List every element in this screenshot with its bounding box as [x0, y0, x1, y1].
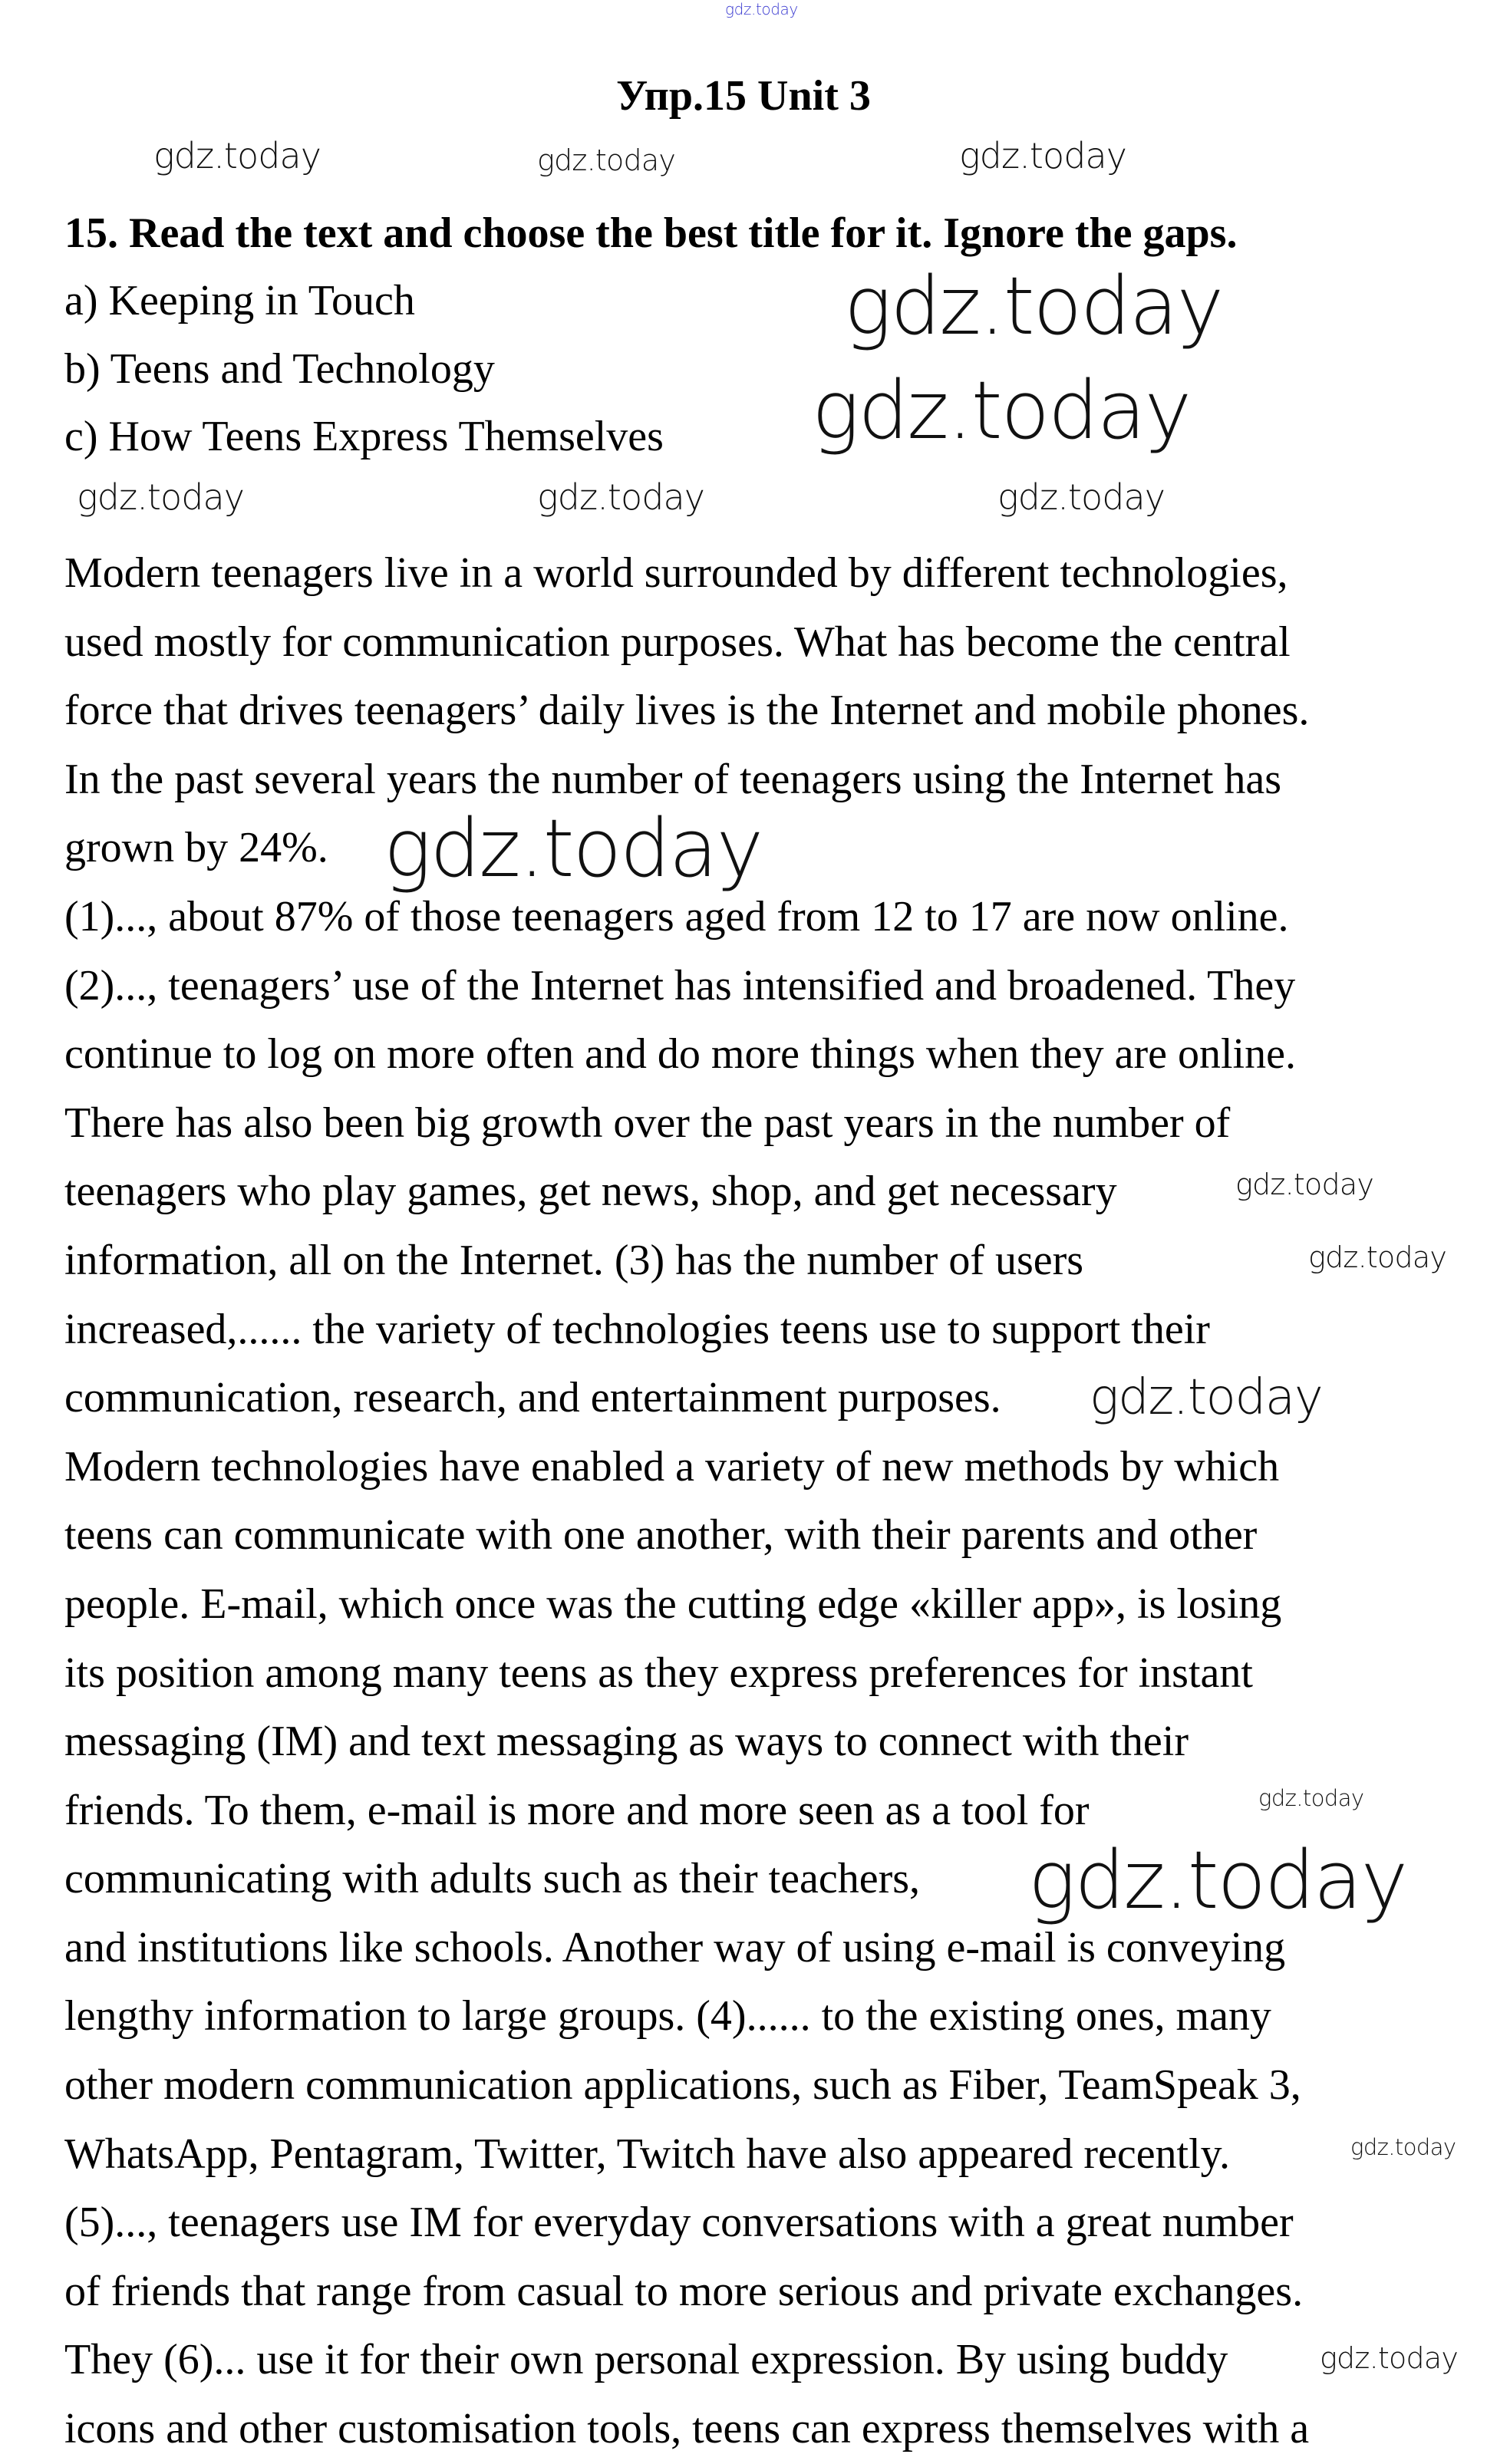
text-line: force that drives teenagers’ daily lives is the Internet and mobile phones. [64, 687, 1310, 735]
text-line: friends. To them, e-mail is more and more seen as a tool for [64, 1786, 1090, 1834]
watermark: gdz.today [1320, 2341, 1459, 2375]
text-line: people. E-mail, which once was the cutting edge «killer app», is losing [64, 1580, 1282, 1628]
option-a: a) Keeping in Touch [64, 277, 415, 324]
text-line: information, all on the Internet. (3) has the number of users [64, 1236, 1084, 1284]
watermark: gdz.today [997, 476, 1166, 518]
watermark: gdz.today [959, 135, 1127, 176]
text-line: (1)..., about 87% of those teenagers aged from 12 to 17 are now online. [64, 892, 1289, 940]
watermark: gdz.today [77, 476, 245, 518]
text-line: continue to log on more often and do more things when they are online. [64, 1030, 1296, 1079]
watermark: gdz.today [1308, 1240, 1447, 1274]
text-line: increased,...... the variety of technologies teens use to support their [64, 1305, 1210, 1353]
text-line: Modern technologies have enabled a variety of new methods by which [64, 1442, 1280, 1491]
text-line: In the past several years the number of teenagers using the Internet has [64, 755, 1282, 803]
text-line: communication, research, and entertainment purposes. [64, 1374, 1001, 1422]
text-line: They (6)... use it for their own personal expression. By using buddy [64, 2336, 1228, 2384]
watermark-top: gdz.today [725, 0, 798, 18]
watermark: gdz.today [153, 135, 321, 176]
text-line: Modern teenagers live in a world surrounded by different technologies, [64, 549, 1288, 597]
watermark: gdz.today [1028, 1833, 1407, 1927]
option-c: c) How Teens Express Themselves [64, 413, 664, 460]
text-line: teens can communicate with one another, with their parents and other [64, 1511, 1258, 1560]
text-line: There has also been big growth over the past years in the number of [64, 1099, 1231, 1147]
watermark: gdz.today [537, 143, 676, 177]
text-line: its position among many teens as they express preferences for instant [64, 1649, 1253, 1697]
text-line: messaging (IM) and text messaging as ways to connect with their [64, 1718, 1189, 1766]
watermark: gdz.today [1258, 1785, 1364, 1811]
watermark: gdz.today [812, 364, 1191, 457]
page-title: Упр.15 Unit 3 [616, 72, 871, 120]
option-b: b) Teens and Technology [64, 345, 495, 393]
watermark: gdz.today [844, 259, 1223, 353]
exercise-instruction: 15. Read the text and choose the best title for it. Ignore the gaps. [64, 209, 1238, 257]
text-line: used mostly for communication purposes. What has become the central [64, 618, 1291, 666]
text-line: lengthy information to large groups. (4)...... to the existing ones, many [64, 1992, 1271, 2041]
text-line: teenagers who play games, get news, shop, and get necessary [64, 1168, 1117, 1216]
text-line: and institutions like schools. Another way of using e-mail is conveying [64, 1923, 1286, 1972]
text-line: icons and other customisation tools, teens can express themselves with a [64, 2405, 1310, 2453]
watermark: gdz.today [1350, 2134, 1456, 2160]
text-line: (2)..., teenagers’ use of the Internet has intensified and broadened. They [64, 961, 1296, 1010]
text-line: communicating with adults such as their teachers, [64, 1855, 921, 1903]
watermark: gdz.today [1090, 1369, 1323, 1426]
text-line: (5)..., teenagers use IM for everyday conversations with a great number [64, 2199, 1294, 2247]
watermark: gdz.today [1235, 1168, 1374, 1201]
text-line: other modern communication applications, such as Fiber, TeamSpeak 3, [64, 2061, 1301, 2110]
text-line: of friends that range from casual to more serious and private exchanges. [64, 2267, 1304, 2315]
text-line: WhatsApp, Pentagram, Twitter, Twitch have also appeared recently. [64, 2130, 1231, 2178]
watermark: gdz.today [537, 476, 705, 518]
watermark: gdz.today [384, 802, 763, 895]
text-line: grown by 24%. [64, 824, 328, 872]
